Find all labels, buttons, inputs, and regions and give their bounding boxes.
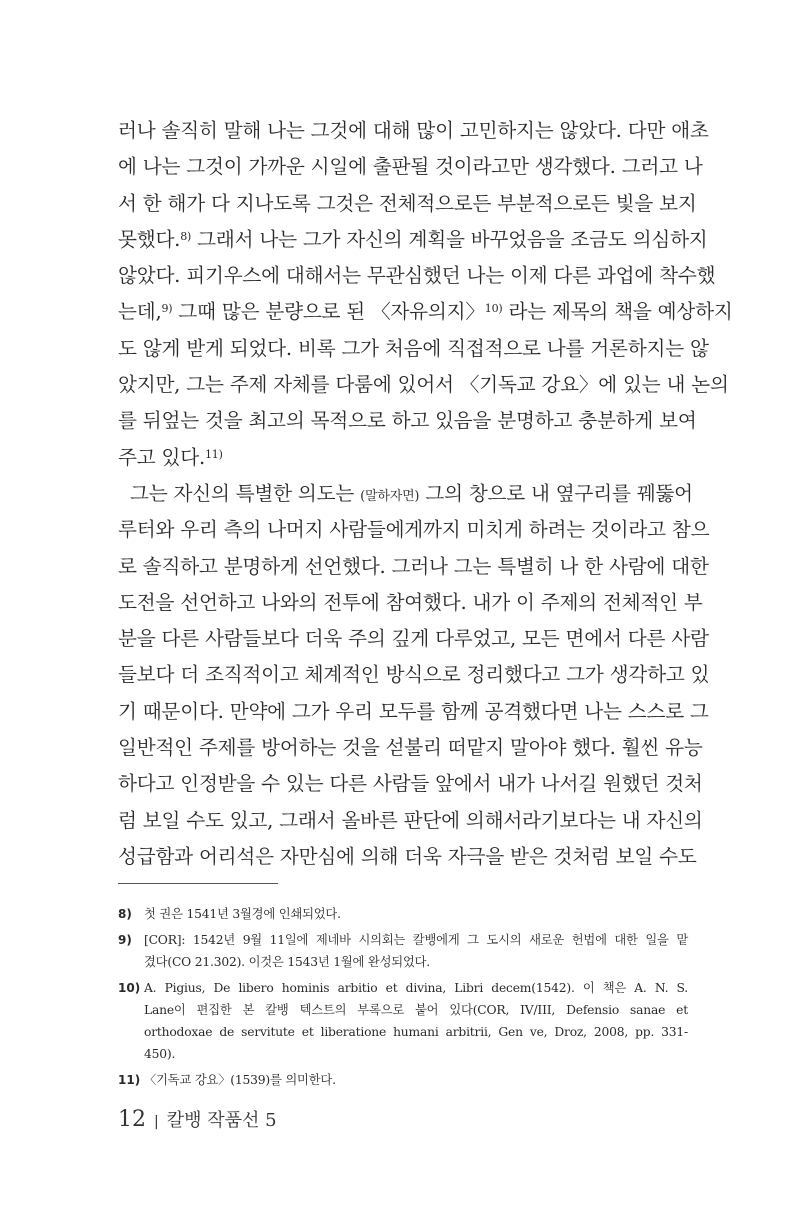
page-footer [118, 1106, 277, 1132]
page-number: 12 [118, 1107, 146, 1132]
footnotes [118, 903, 688, 1095]
text-line [118, 186, 697, 222]
line-text-continued: 그의 창으로 내 옆구리를 꿰뚫어 [419, 481, 693, 505]
line-text: 는데, [118, 300, 162, 324]
line-text: 일반적인 주제를 방어하는 것을 섣불리 떠맡지 말아야 했다. 훨씬 유능 [118, 736, 703, 760]
text-line [118, 803, 703, 839]
line-text: 못했다. [118, 227, 181, 251]
line-text: 를 뒤엎는 것을 최고의 목적으로 하고 있음을 분명하고 충분하게 보여 [118, 409, 697, 433]
line-text-continued: 라는 제목의 책을 예상하지 [502, 300, 733, 324]
book-title: 칼뱅 작품선 5 [166, 1110, 277, 1131]
text-line [118, 621, 709, 657]
text-line [118, 549, 709, 585]
text-line [118, 222, 708, 258]
text-line [118, 367, 729, 403]
footnote-number: 11) [118, 1073, 141, 1087]
text-line [118, 294, 733, 330]
line-text-continued: 그때 많은 분량으로 된 〈자유의지〉 [172, 300, 485, 324]
footnote-marker: 8) [180, 229, 192, 243]
text-line [118, 113, 709, 149]
footnote-line: 〈기독교 강요〉(1539)를 의미한다. [144, 1073, 336, 1087]
parenthetical-text: (말하자면) [360, 488, 420, 504]
text-line [118, 149, 703, 185]
text-line [118, 512, 710, 548]
footnote-marker: 10) [484, 302, 503, 316]
line-text: 분을 다른 사람들보다 더욱 주의 깊게 다루었고, 모든 면에서 다른 사람 [118, 627, 709, 651]
footnote-number: 8) [118, 907, 132, 921]
line-text: 주고 있다. [118, 445, 205, 469]
footnote-line: orthodoxae de servitute et liberatione humani arbitrii, Gen ve, Droz, 2008, pp. 331- [144, 1025, 688, 1039]
text-line [118, 403, 697, 439]
footnote-line: A. Pigius, De libero hominis arbitio et divina, Libri decem(1542). 이 책은 A. N. S. [144, 981, 688, 995]
footnote-number: 10) [118, 981, 141, 995]
footnote-marker: 11) [204, 447, 223, 461]
line-text: 도전을 선언하고 나와의 전투에 참여했다. 내가 이 주제의 전체적인 부 [118, 590, 703, 614]
line-text: 에 나는 그것이 가까운 시일에 출판될 것이라고만 생각했다. 그러고 나 [118, 155, 703, 179]
text-line [118, 730, 703, 766]
footnote-line: 450). [144, 1047, 176, 1061]
line-text: 럼 보일 수도 있고, 그래서 올바른 판단에 의해서라기보다는 내 자신의 [118, 808, 703, 832]
footnote-text [144, 977, 688, 1065]
text-line [118, 258, 716, 294]
line-text: 않았다. 피기우스에 대해서는 무관심했던 나는 이제 다른 과업에 착수했 [118, 264, 716, 288]
main-text [118, 113, 733, 875]
line-text: 러나 솔직히 말해 나는 그것에 대해 많이 고민하지는 않았다. 다만 애초 [118, 119, 709, 142]
footnote-line: Lane이 편집한 본 칼뱅 텍스트의 부록으로 붙어 있다(COR, IV/III, Defensio sanae et [144, 1003, 688, 1017]
line-text: 들보다 더 조직적이고 체계적인 방식으로 정리했다고 그가 생각하고 있 [118, 663, 710, 687]
text-line [118, 694, 709, 730]
line-text: 로 솔직하고 분명하게 선언했다. 그러나 그는 특별히 나 한 사람에 대한 [118, 554, 709, 578]
footnote-text [144, 903, 688, 925]
text-line [118, 331, 709, 367]
text-line [118, 440, 688, 476]
folio-separator: | [154, 1114, 159, 1130]
footnote-item [118, 1069, 688, 1091]
line-text: 서 한 해가 다 지나도록 그것은 전체적으로든 부분적으로든 빛을 보지 [118, 191, 697, 215]
line-text: 도 않게 받게 되었다. 비록 그가 처음에 직접적으로 나를 거론하지는 않 [118, 336, 709, 360]
text-line [118, 657, 710, 693]
footnote-item [118, 977, 688, 1065]
line-text: 그는 자신의 특별한 의도는 [130, 481, 361, 505]
line-text: 았지만, 그는 주제 자체를 다룸에 있어서 〈기독교 강요〉에 있는 내 논의 [118, 373, 729, 397]
line-text: 성급함과 어리석은 자만심에 의해 더욱 자극을 받은 것처럼 보일 수도 [118, 844, 697, 868]
text-line [118, 476, 693, 512]
line-text: 기 때문이다. 만약에 그가 우리 모두를 함께 공격했다면 나는 스스로 그 [118, 699, 709, 723]
line-text-continued: 그래서 나는 그가 자신의 계획을 바꾸었음을 조금도 의심하지 [191, 227, 708, 251]
text-line [118, 585, 703, 621]
footnote-marker: 9) [161, 302, 173, 316]
footnote-number: 9) [118, 933, 132, 947]
footnote-line: 겼다(CO 21.302). 이것은 1543년 1월에 완성되었다. [144, 955, 431, 969]
footnote-text [144, 929, 688, 973]
line-text: 루터와 우리 측의 나머지 사람들에게까지 미치게 하려는 것이라고 참으 [118, 518, 710, 542]
line-text: 하다고 인정받을 수 있는 다른 사람들 앞에서 내가 나서길 원했던 것처 [118, 772, 703, 796]
footnote-item [118, 903, 688, 925]
text-line [118, 839, 697, 875]
footnote-text [144, 1069, 688, 1091]
footnote-line: [COR]: 1542년 9월 11일에 제네바 시의회는 칼뱅에게 그 도시의 새로운 헌법에 대한 일을 맡 [144, 933, 688, 947]
text-line [118, 766, 703, 802]
footnote-rule [118, 883, 278, 884]
footnote-item [118, 929, 688, 973]
footnote-line: 첫 권은 1541년 3월경에 인쇄되었다. [144, 907, 341, 921]
